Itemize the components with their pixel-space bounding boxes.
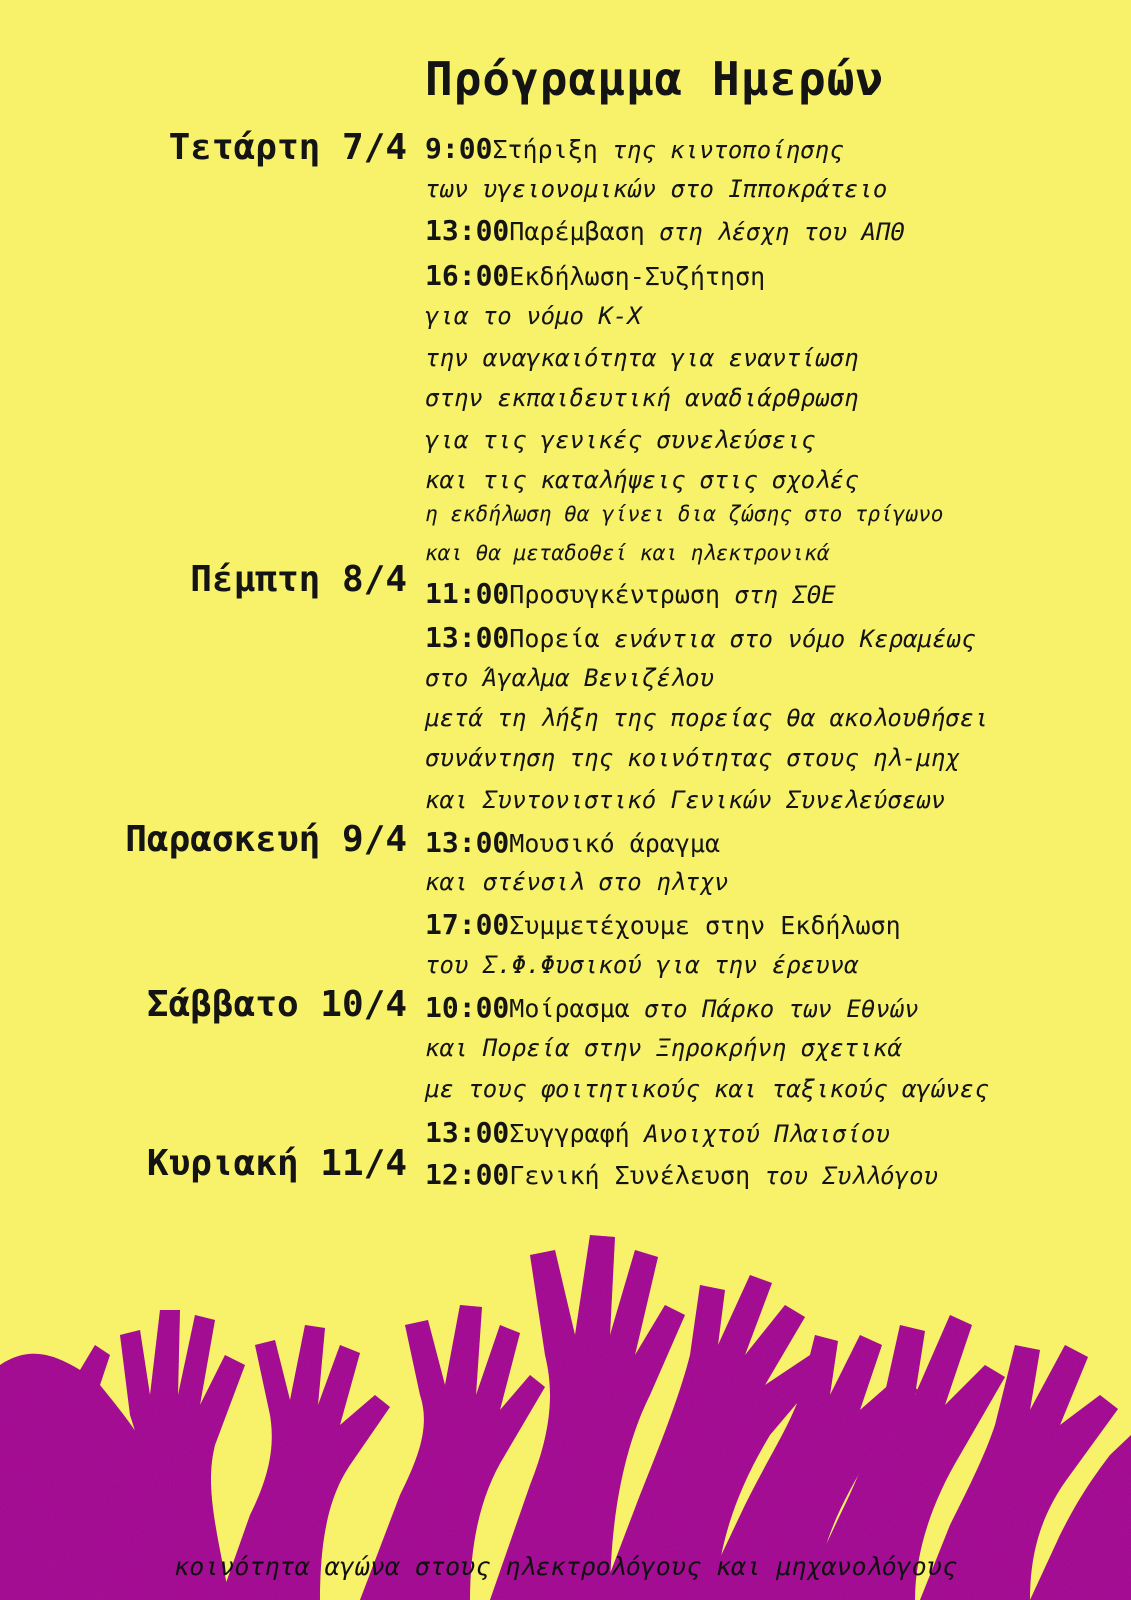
schedule-line: των υγειονομικών στο Ιπποκράτειο: [425, 175, 888, 203]
schedule-line: μετά τη λήξη της πορείας θα ακολουθήσει: [425, 704, 989, 732]
schedule-line: [425, 1116, 890, 1149]
event-time: 16:00: [425, 259, 510, 292]
schedule-line: συνάντηση της κοινότητας στους ηλ-μηχ: [425, 744, 960, 772]
event-time: 12:00: [425, 1158, 510, 1191]
event-label: Γενική Συνέλευση: [509, 1161, 751, 1190]
event-label: Προσυγκέντρωση: [509, 580, 721, 609]
schedule-line: στην εκπαιδευτική αναδιάρθρωση: [425, 384, 859, 412]
event-label: Εκδήλωση-Συζήτηση: [509, 262, 766, 291]
day-wednesday: Τετάρτη 7/4: [168, 127, 407, 168]
schedule-line: [425, 826, 721, 859]
schedule-line: και Συντονιστικό Γενικών Συνελεύσεων: [425, 786, 946, 814]
schedule-line: [425, 991, 919, 1024]
hands-group: [0, 1235, 1131, 1600]
schedule-note: η εκδήλωση θα γίνει δια ζώσης στο τρίγωνο: [425, 502, 944, 526]
event-label: Παρέμβαση: [509, 217, 645, 246]
event-label: Συμμετέχουμε στην Εκδήλωση: [509, 911, 901, 940]
schedule-line: και Πορεία στην Ξηροκρήνη σχετικά: [425, 1034, 902, 1062]
day-saturday: Σάββατο 10/4: [146, 984, 407, 1025]
event-time: 9:00: [425, 132, 493, 165]
event-time: 13:00: [425, 826, 510, 859]
page-title: Πρόγραμμα Ημερών: [425, 52, 885, 106]
event-time: 13:00: [425, 621, 510, 654]
footer-text: κοινότητα αγώνα στους ηλεκτρολόγους και μηχανολόγους: [174, 1552, 957, 1581]
event-detail: του Συλλόγου: [750, 1162, 938, 1190]
event-time: 10:00: [425, 991, 510, 1024]
event-label: Συγγραφή: [509, 1119, 630, 1148]
schedule-line: [425, 132, 844, 165]
schedule-line: [425, 259, 766, 292]
event-label: Μουσικό άραγμα: [509, 829, 721, 858]
day-thursday: Πέμπτη 8/4: [190, 559, 407, 600]
schedule-line: [425, 577, 836, 610]
event-detail: στη ΣΘΕ: [720, 581, 836, 609]
schedule-line: για τις γενικές συνελεύσεις: [425, 426, 816, 454]
event-label: Στήριξη: [492, 135, 598, 164]
schedule-line: την αναγκαιότητα για εναντίωση: [425, 344, 859, 372]
event-time: 13:00: [425, 214, 510, 247]
schedule-line: του Σ.Φ.Φυσικού για την έρευνα: [425, 951, 859, 979]
schedule-line: για το νόμο Κ-Χ: [425, 302, 642, 330]
day-sunday: Κυριακή 11/4: [146, 1143, 407, 1184]
schedule-note: και θα μεταδοθεί και ηλεκτρονικά: [425, 541, 830, 565]
schedule-line: και τις καταλήψεις στις σχολές: [425, 466, 859, 494]
event-detail: στο Πάρκο των Εθνών: [629, 995, 919, 1023]
schedule-line: [425, 214, 905, 247]
schedule-line: [425, 1158, 938, 1191]
schedule-line: με τους φοιτητικούς και ταξικούς αγώνες: [425, 1075, 989, 1103]
event-detail: στη λέσχη του ΑΠΘ: [644, 218, 905, 246]
day-friday: Παρασκευή 9/4: [125, 819, 407, 860]
event-time: 13:00: [425, 1116, 510, 1149]
event-time: 11:00: [425, 577, 510, 610]
event-label: Μοίρασμα: [509, 994, 630, 1023]
event-time: 17:00: [425, 908, 510, 941]
schedule-line: [425, 621, 976, 654]
event-label: Πορεία: [509, 624, 600, 653]
event-detail: ενάντια στο νόμο Κεραμέως: [599, 625, 976, 653]
schedule-line: στο Άγαλμα Βενιζέλου: [425, 664, 714, 692]
event-detail: της κιντοποίησης: [597, 136, 844, 164]
schedule-line: [425, 908, 901, 941]
schedule-line: και στένσιλ στο ηλτχν: [425, 868, 729, 896]
raised-hands-illustration: [0, 1195, 1131, 1600]
event-detail: Ανοιχτού Πλαισίου: [629, 1120, 890, 1148]
